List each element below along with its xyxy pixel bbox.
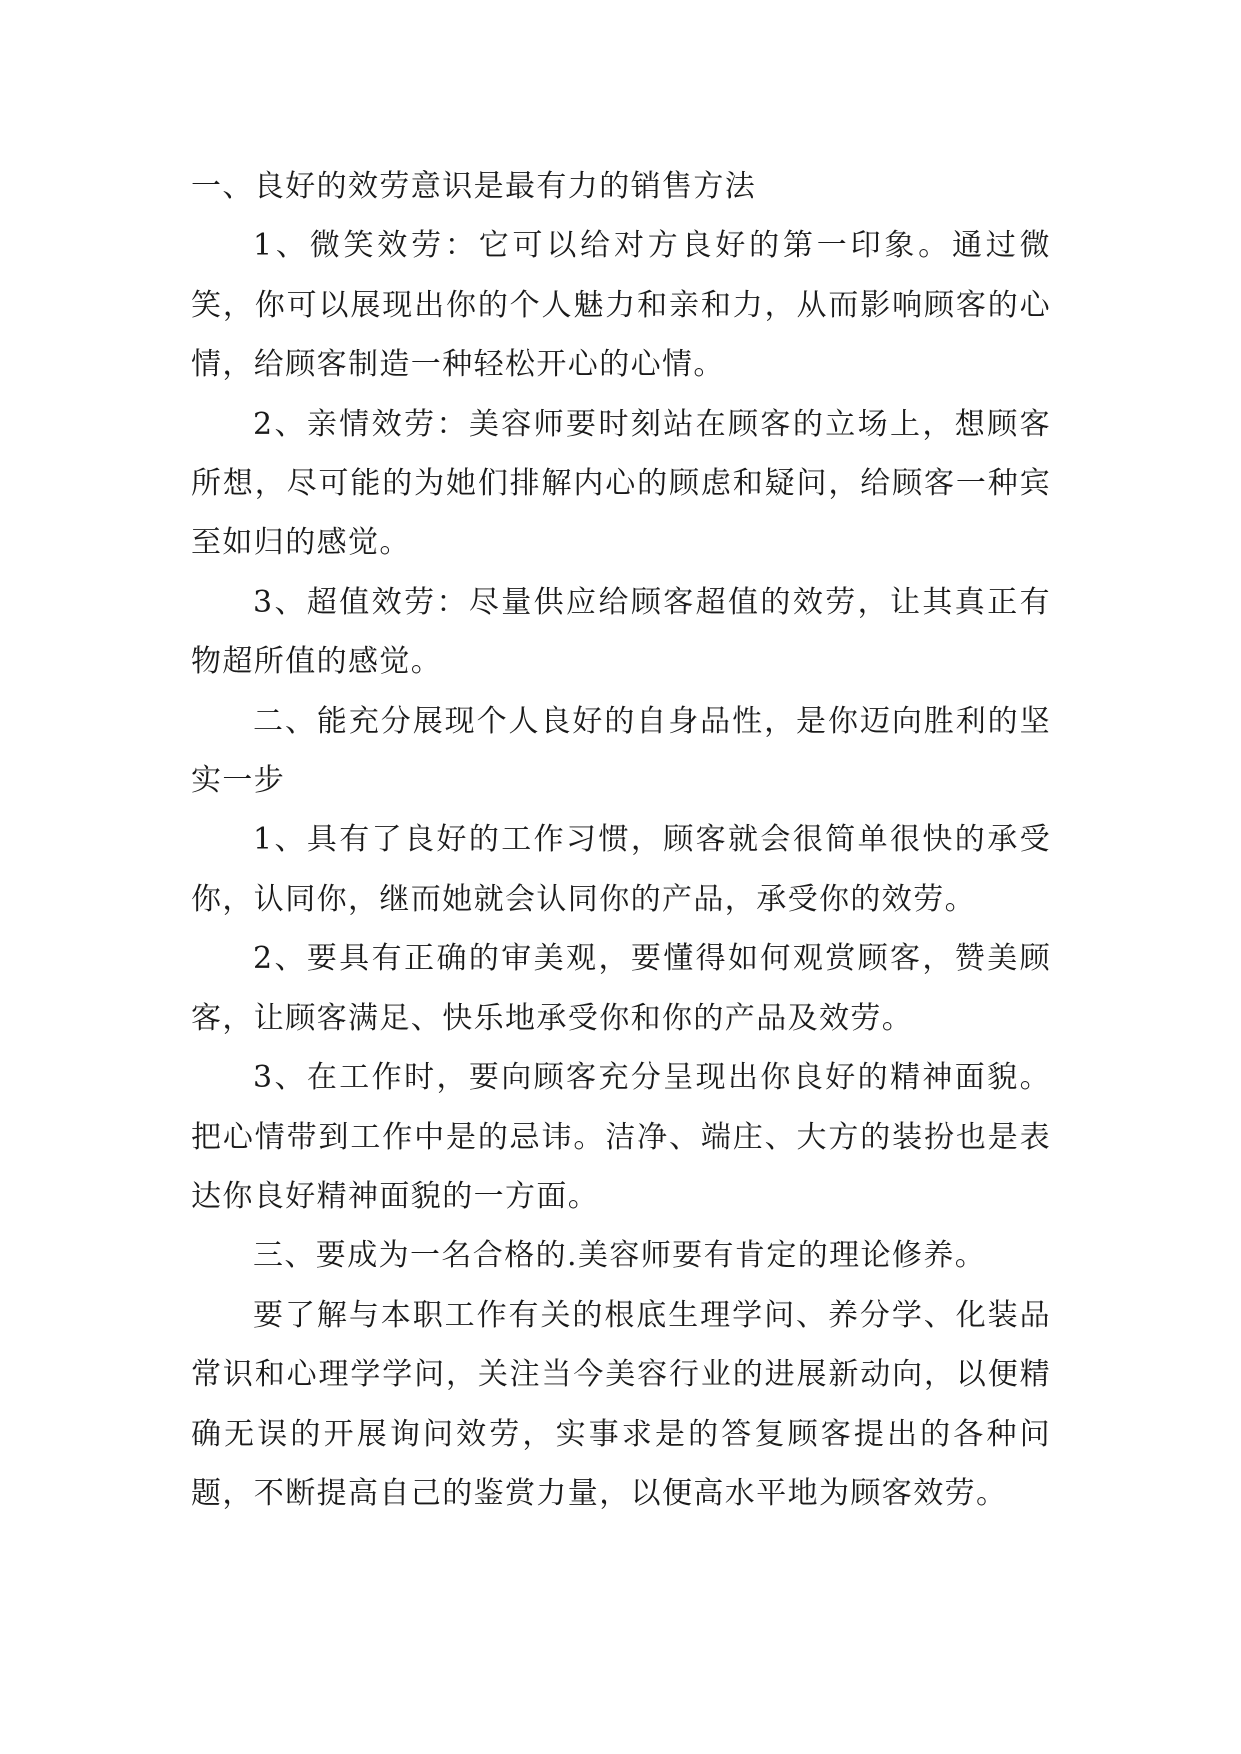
paragraph-knowledge: 要了解与本职工作有关的根底生理学问、养分学、化装品常识和心理学学问，关注当今美容行业的进展新动向，以便精确无误的开展询问效劳，实事求是的答复顾客提出的各种问题，不断提高自己的鉴赏力量，以便高水平地为顾客效劳。 <box>191 1297 1051 1511</box>
document-body <box>191 157 1051 1523</box>
paragraph-work-habits: 1、具有了良好的工作习惯，顾客就会很简单很快的承受你，认同你，继而她就会认同你的产品，承受你的效劳。 <box>191 822 1051 917</box>
paragraph-smile-service: 1、微笑效劳：它可以给对方良好的第一印象。通过微笑，你可以展现出你的个人魅力和亲和力，从而影响顾客的心情，给顾客制造一种轻松开心的心情。 <box>191 228 1051 383</box>
paragraph-aesthetics: 2、要具有正确的审美观，要懂得如何观赏顾客，赞美顾客，让顾客满足、快乐地承受你和你的产品及效劳。 <box>191 941 1051 1036</box>
paragraph-value-service: 3、超值效劳：尽量供应给顾客超值的效劳，让其真正有物超所值的感觉。 <box>191 584 1051 680</box>
paragraph-spirit: 3、在工作时，要向顾客充分呈现出你良好的精神面貌。把心情带到工作中是的忌讳。洁净、端庄、大方的装扮也是表达你良好精神面貌的一方面。 <box>191 1060 1051 1214</box>
section-heading-2: 二、能充分展现个人良好的自身品性，是你迈向胜利的坚实一步 <box>191 703 1051 799</box>
section-heading-3: 三、要成为一名合格的.美容师要有肯定的理论修养。 <box>253 1238 987 1274</box>
paragraph-kinship-service: 2、亲情效劳：美容师要时刻站在顾客的立场上，想顾客所想，尽可能的为她们排解内心的顾虑和疑问，给顾客一种宾至如归的感觉。 <box>191 406 1051 561</box>
section-heading-1: 一、良好的效劳意识是最有力的销售方法 <box>191 169 757 204</box>
